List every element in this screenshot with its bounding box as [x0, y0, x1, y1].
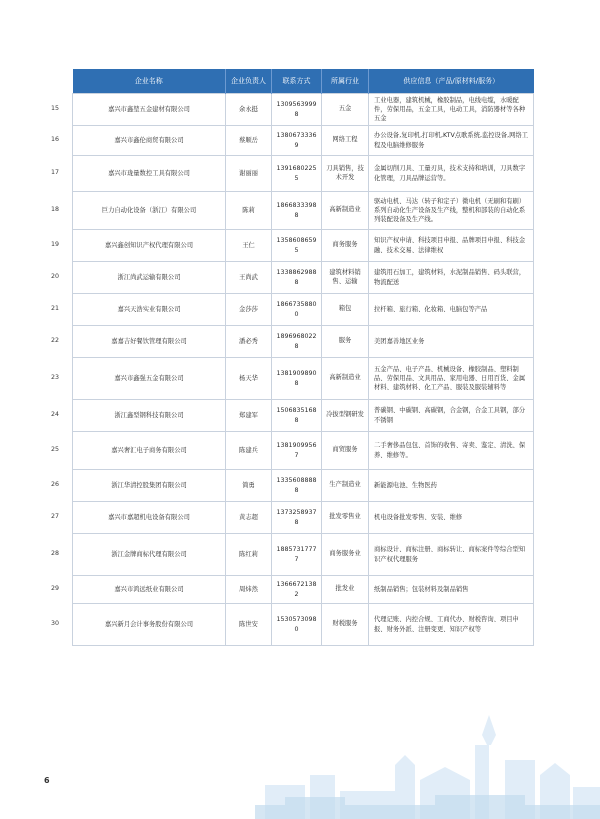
- person-cell: 余永挺: [226, 94, 272, 126]
- supply-info-cell: 驱动电机、马达（转子和定子）微电机（无刷和有刷）系列自动化生产设备及生产线，整机和部装的自动化系列装配设备及生产线。: [369, 192, 534, 230]
- row-number: 27: [50, 512, 59, 520]
- table-row: [73, 192, 534, 230]
- row-number: 16: [50, 135, 59, 143]
- row-number: 22: [50, 336, 59, 344]
- table-row: [73, 432, 534, 470]
- company-name-cell: 浙江金牌商标代理有限公司: [73, 534, 226, 576]
- phone-cell: 13356088888: [272, 470, 322, 502]
- phone-cell: 13388629888: [272, 262, 322, 294]
- supply-info-cell: 知识产权申请、科技项目申报、品牌项目申报、科技金融、技术交易、法律维权: [369, 230, 534, 262]
- industry-cell: 财税服务: [322, 604, 369, 646]
- person-cell: 黄志超: [226, 502, 272, 534]
- row-number: 30: [50, 619, 59, 627]
- person-cell: 王尚武: [226, 262, 272, 294]
- row-number: 26: [50, 480, 59, 488]
- company-name-cell: 浙江鑫型钢科技有限公司: [73, 400, 226, 432]
- person-cell: 陈世安: [226, 604, 272, 646]
- company-name-cell: 浙江华清控股集团有限公司: [73, 470, 226, 502]
- company-name-cell: 嘉兴市珑量数控工具有限公司: [73, 156, 226, 192]
- row-number: 23: [50, 373, 59, 381]
- supply-info-cell: 五金产品、电子产品、机械设备、橡胶制品、塑料制品、劳保用品、文具用品、家用电器、日用百货、金属材料、建筑材料、化工产品、服装及服装辅料等: [369, 358, 534, 400]
- company-name-cell: 巨力自动化设备（浙江）有限公司: [73, 192, 226, 230]
- person-cell: 金莎莎: [226, 294, 272, 326]
- table-row: [73, 502, 534, 534]
- row-number: 19: [50, 240, 59, 248]
- page-number: 6: [44, 776, 50, 785]
- company-name-cell: 嘉兴鑫创知识产权代理有限公司: [73, 230, 226, 262]
- row-number: 29: [50, 584, 59, 592]
- row-number: 18: [50, 205, 59, 213]
- industry-cell: 五金: [322, 94, 369, 126]
- industry-cell: 商务服务业: [322, 534, 369, 576]
- table-row: [73, 156, 534, 192]
- table-header-row: [73, 69, 534, 94]
- industry-cell: 箱包: [322, 294, 369, 326]
- row-number: 17: [50, 168, 59, 176]
- phone-cell: 15068351688: [272, 400, 322, 432]
- phone-cell: 13819099567: [272, 432, 322, 470]
- row-number: 21: [50, 304, 59, 312]
- phone-cell: 18969680228: [272, 326, 322, 358]
- supply-info-cell: 普碳钢、中碳钢、高碳钢，合金钢，合金工具钢，部分不锈钢: [369, 400, 534, 432]
- header-industry: 所属行业: [322, 69, 369, 94]
- phone-cell: 15305730980: [272, 604, 322, 646]
- supply-info-cell: 工业电器，建筑机械，橡胶制品，电线电缆，水暖配件，劳保用品，五金工具，电动工具，消防器材等各种五金: [369, 94, 534, 126]
- phone-cell: 18667358800: [272, 294, 322, 326]
- header-supply-info: 供应信息（产品/原材料/服务）: [369, 69, 534, 94]
- table-row: [73, 534, 534, 576]
- phone-cell: 18857317777: [272, 534, 322, 576]
- phone-cell: 18668333988: [272, 192, 322, 230]
- phone-cell: 13095639998: [272, 94, 322, 126]
- table-row: [73, 126, 534, 156]
- row-number: 24: [50, 410, 59, 418]
- supplier-table-wrap: [72, 69, 533, 646]
- table-row: [73, 358, 534, 400]
- person-cell: 简勇: [226, 470, 272, 502]
- industry-cell: 生产制造业: [322, 470, 369, 502]
- company-name-cell: 嘉兴天浩实业有限公司: [73, 294, 226, 326]
- supply-info-cell: 拉杆箱、旅行箱、化妆箱、电脑包等产品: [369, 294, 534, 326]
- company-name-cell: 嘉兴市嘉超机电设备有限公司: [73, 502, 226, 534]
- phone-cell: 13586086595: [272, 230, 322, 262]
- supplier-table: [72, 69, 534, 646]
- phone-cell: 13819098908: [272, 358, 322, 400]
- person-cell: 陈莉: [226, 192, 272, 230]
- supply-info-cell: 纸制品销售；包装材料及制品销售: [369, 576, 534, 604]
- company-name-cell: 嘉兴市鑫伦商贸有限公司: [73, 126, 226, 156]
- industry-cell: 建筑材料销售、运输: [322, 262, 369, 294]
- row-number: 25: [50, 445, 59, 453]
- table-row: [73, 470, 534, 502]
- industry-cell: 批发零售业: [322, 502, 369, 534]
- header-person: 企业负责人: [226, 69, 272, 94]
- person-cell: 谢丽丽: [226, 156, 272, 192]
- company-name-cell: 浙江尚武运输有限公司: [73, 262, 226, 294]
- industry-cell: 刀具销售，技术开发: [322, 156, 369, 192]
- supply-info-cell: 建筑用石加工，建筑材料，水泥制品销售、码头联营，物流配送: [369, 262, 534, 294]
- header-contact: 联系方式: [272, 69, 322, 94]
- supply-info-cell: 商标设计、商标注册、商标转让、商标案件等综合型知识产权代理服务: [369, 534, 534, 576]
- phone-cell: 13666721382: [272, 576, 322, 604]
- table-row: [73, 604, 534, 646]
- table-row: [73, 230, 534, 262]
- industry-cell: 商务服务: [322, 230, 369, 262]
- row-number: 28: [50, 549, 59, 557]
- industry-cell: 高新制造业: [322, 358, 369, 400]
- person-cell: 周炜然: [226, 576, 272, 604]
- table-row: [73, 576, 534, 604]
- table-row: [73, 262, 534, 294]
- industry-cell: 网络工程: [322, 126, 369, 156]
- industry-cell: 冷拔型钢研发: [322, 400, 369, 432]
- company-name-cell: 嘉兴奢汇电子商务有限公司: [73, 432, 226, 470]
- person-cell: 杨天华: [226, 358, 272, 400]
- row-number: 20: [50, 272, 59, 280]
- industry-cell: 批发业: [322, 576, 369, 604]
- supply-info-cell: 办公设备,复印机,打印机,KTV点歌系统,监控设备,网络工程及电脑维修服务: [369, 126, 534, 156]
- supply-info-cell: 机电设备批发零售、安装、维修: [369, 502, 534, 534]
- person-cell: 蔡顺岳: [226, 126, 272, 156]
- supply-info-cell: 金属切削刀具、工量刃具，技术支持和培训，刀具数字化管理，刀具品牌运营等。: [369, 156, 534, 192]
- phone-cell: 13732589378: [272, 502, 322, 534]
- person-cell: 郑建军: [226, 400, 272, 432]
- person-cell: 陈建兵: [226, 432, 272, 470]
- company-name-cell: 嘉兴市鸿远纸业有限公司: [73, 576, 226, 604]
- row-number: 15: [50, 104, 59, 112]
- company-name-cell: 嘉兴市鑫强五金有限公司: [73, 358, 226, 400]
- person-cell: 王仁: [226, 230, 272, 262]
- person-cell: 潘必秀: [226, 326, 272, 358]
- table-row: [73, 400, 534, 432]
- person-cell: 陈红莉: [226, 534, 272, 576]
- table-row: [73, 94, 534, 126]
- table-row: [73, 294, 534, 326]
- company-name-cell: 嘉嘉吉好餐饮管理有限公司: [73, 326, 226, 358]
- company-name-cell: 嘉兴新月会计事务股份有限公司: [73, 604, 226, 646]
- industry-cell: 高新制造业: [322, 192, 369, 230]
- industry-cell: 服务: [322, 326, 369, 358]
- city-skyline-watermark: [255, 705, 600, 819]
- supply-info-cell: 代理记账、内控合规、工商代办、财税咨询、项目申报、财务外派、注册变更、知识产权等: [369, 604, 534, 646]
- supply-info-cell: 二手奢侈品包包、首饰的收售、寄卖、鉴定、清洗、保养、维修等。: [369, 432, 534, 470]
- supply-info-cell: 新能源电池、生物医药: [369, 470, 534, 502]
- company-name-cell: 嘉兴市鑫堃五金建材有限公司: [73, 94, 226, 126]
- table-row: [73, 326, 534, 358]
- phone-cell: 13806733369: [272, 126, 322, 156]
- header-company-name: 企业名称: [73, 69, 226, 94]
- industry-cell: 商贸服务: [322, 432, 369, 470]
- supply-info-cell: 美团嘉善地区业务: [369, 326, 534, 358]
- phone-cell: 13916802255: [272, 156, 322, 192]
